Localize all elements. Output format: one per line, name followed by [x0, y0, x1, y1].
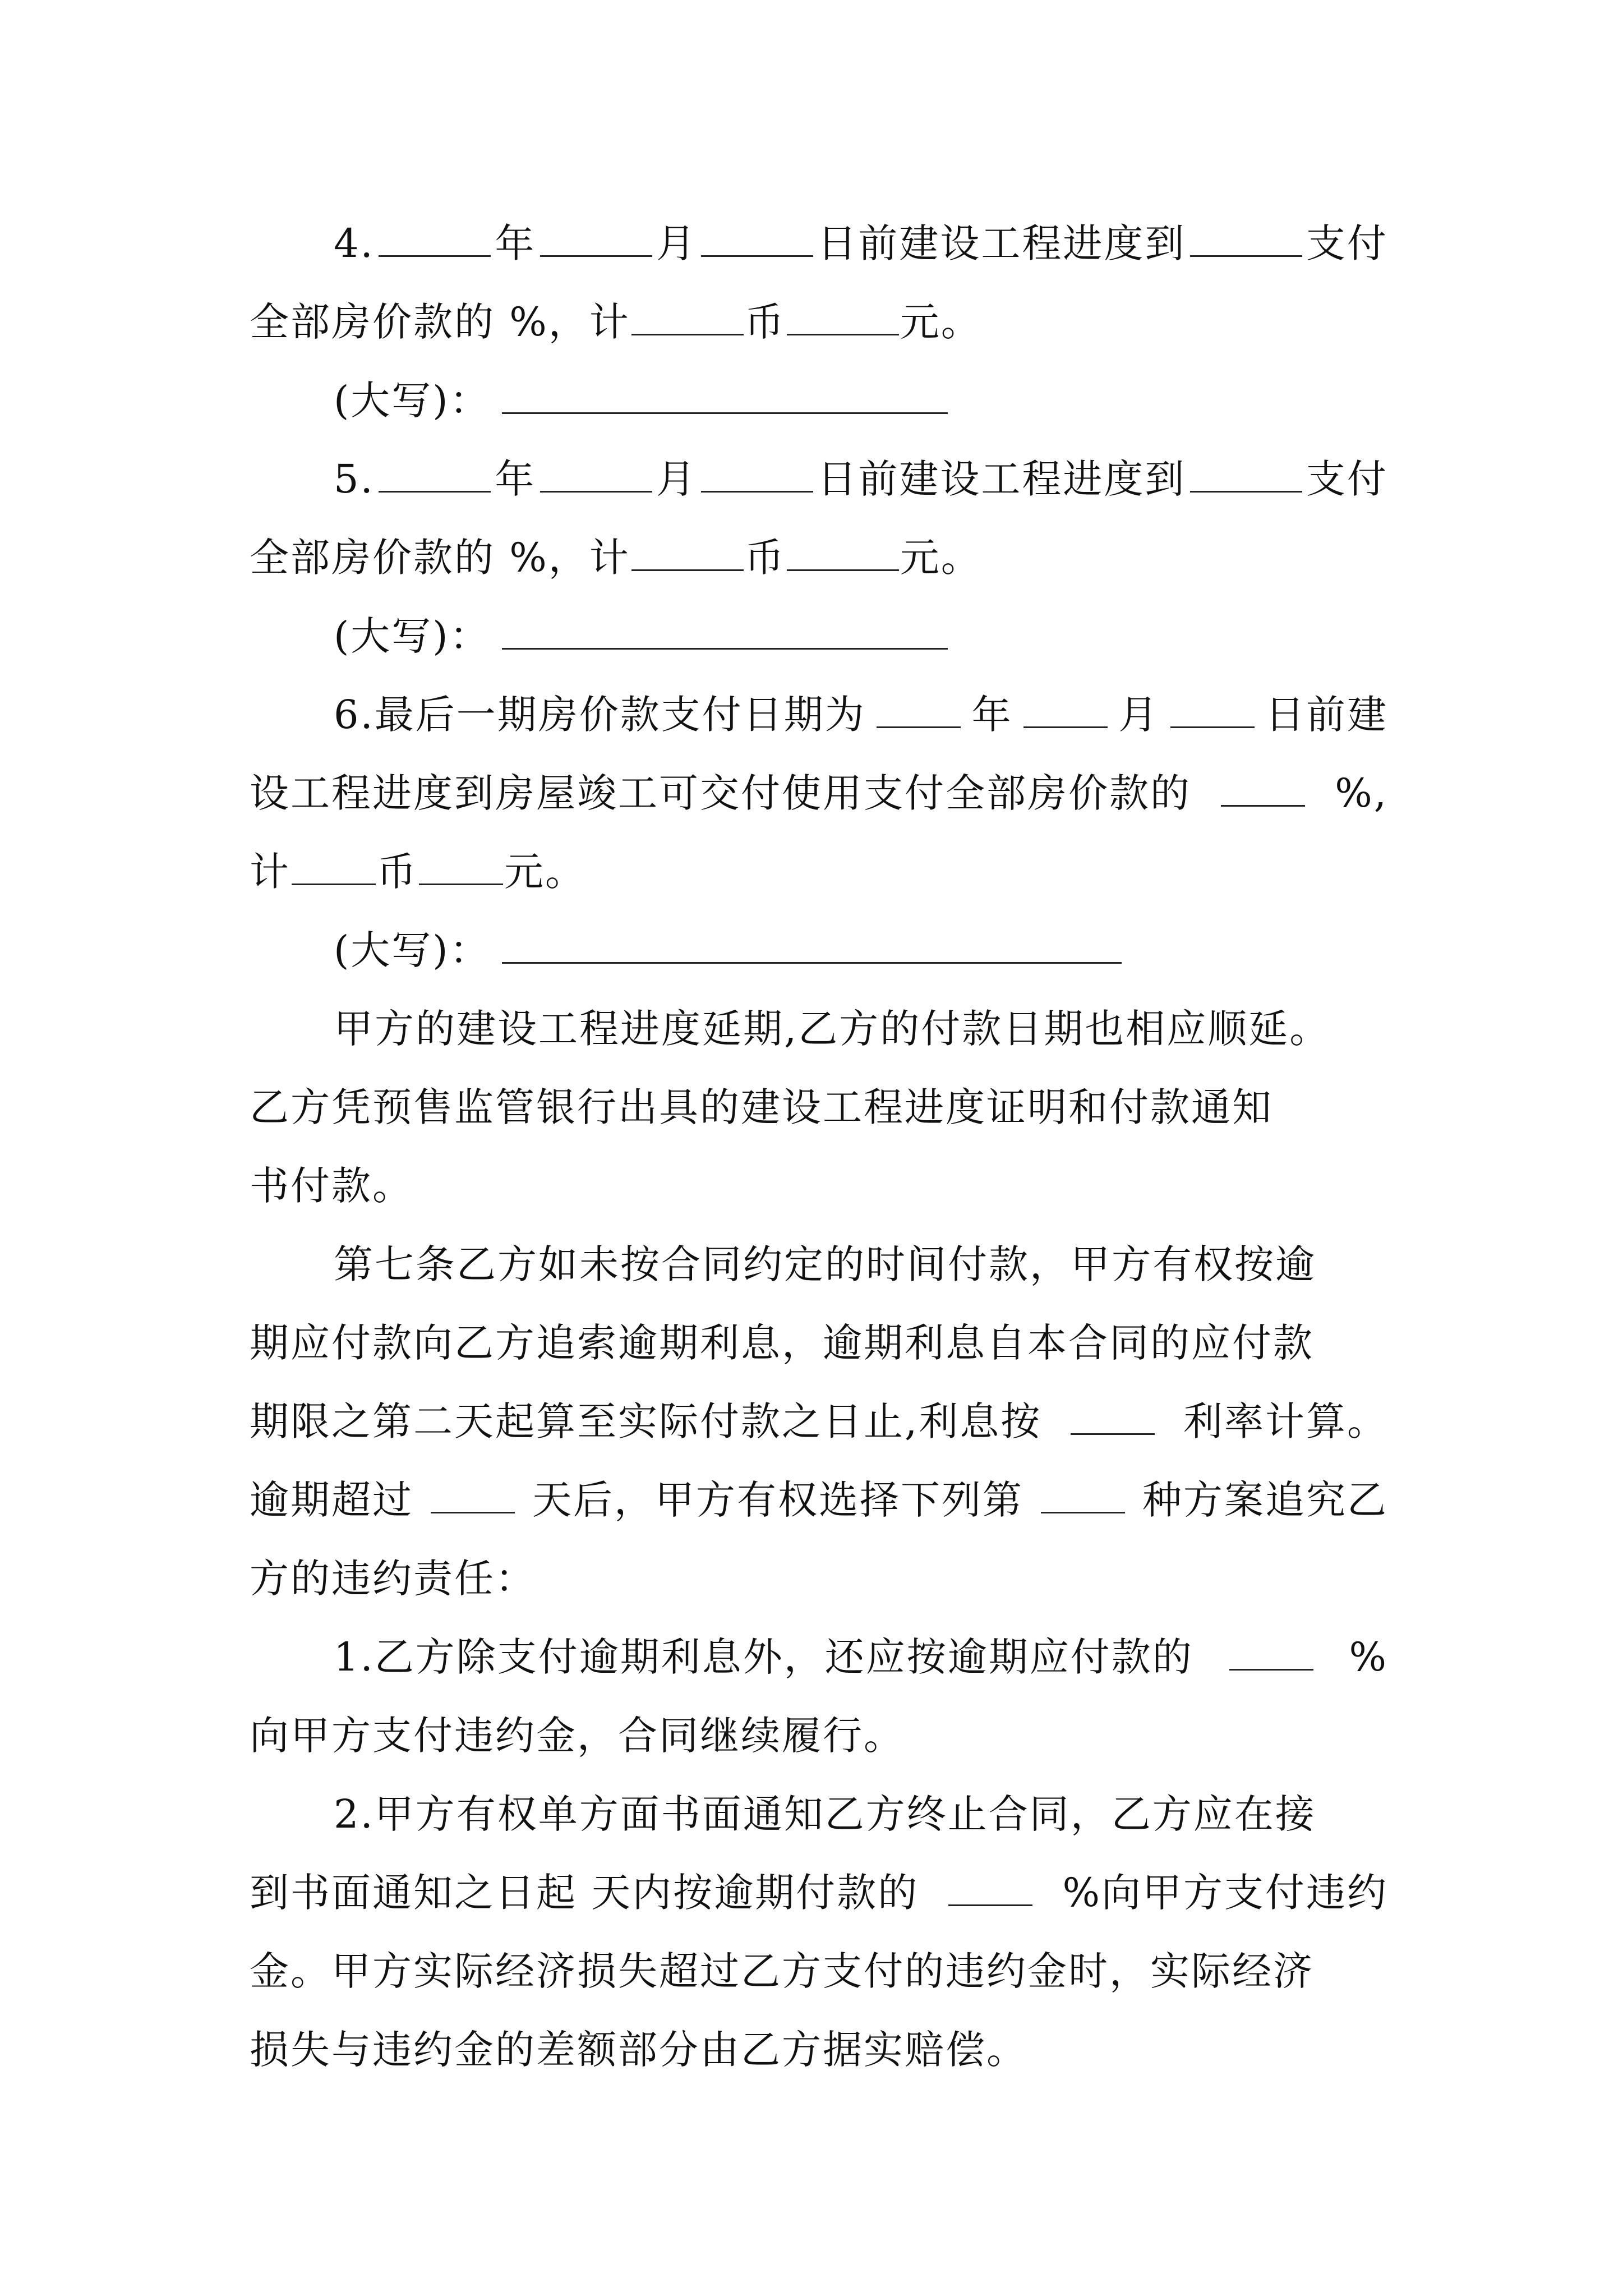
- delay-line3: 书付款。: [250, 1163, 413, 1209]
- overdue-text: 逾期超过: [250, 1477, 413, 1523]
- penalty-percent-blank[interactable]: [948, 1867, 1032, 1907]
- option2-line3: 金。甲方实际经济损失超过乙方支付的违约金时，实际经济: [250, 1948, 1314, 1994]
- article7-line5: 方的违约责任：: [250, 1556, 536, 1602]
- progress-text: 日前建设工程进度到: [817, 456, 1186, 502]
- option2-text: 到书面通知之日起 天内按逾期付款的: [250, 1870, 919, 1916]
- penalty-percent-blank[interactable]: [1229, 1632, 1313, 1671]
- delay-line2: 乙方凭预售监管银行出具的建设工程进度证明和付款通知: [250, 1084, 1273, 1130]
- amount-blank[interactable]: [419, 846, 503, 886]
- year-blank[interactable]: [877, 689, 961, 729]
- currency-label: 币: [744, 535, 786, 581]
- pay-text: 支付: [1306, 220, 1388, 266]
- month-blank[interactable]: [540, 454, 652, 493]
- year-label: 年: [971, 692, 1013, 738]
- option2-line2: [250, 1853, 1388, 1932]
- yuan-label: 元。: [900, 535, 982, 581]
- currency-label: 币: [744, 299, 786, 345]
- month-blank[interactable]: [540, 218, 652, 257]
- progress-text: 日前建设工程进度到: [817, 220, 1186, 266]
- interest-rate-blank[interactable]: [1071, 1396, 1155, 1435]
- currency-blank[interactable]: [631, 532, 744, 572]
- article7-line1: 第七条乙方如未按合同约定的时间付款，甲方有权按逾: [334, 1241, 1316, 1287]
- contract-page: [250, 204, 1388, 2089]
- percent-text: 全部房价款的 %，计: [250, 299, 630, 345]
- option-blank[interactable]: [1041, 1475, 1125, 1514]
- pay-text: 支付: [1306, 456, 1388, 502]
- year-label: 年: [495, 220, 536, 266]
- year-blank[interactable]: [379, 218, 491, 257]
- day-blank[interactable]: [701, 454, 813, 493]
- daxie-label: (大写)：: [334, 613, 491, 659]
- month-label: 月: [656, 220, 697, 266]
- item4-line1: [250, 204, 1388, 283]
- daxie-label: (大写)：: [334, 378, 491, 424]
- interest-text: 期限之第二天起算至实际付款之日止,利息按: [250, 1398, 1042, 1444]
- progress-blank[interactable]: [1190, 454, 1302, 493]
- final-payment-text-end: 日前建: [1265, 692, 1388, 738]
- interest-text-end: 利率计算。: [1183, 1398, 1388, 1444]
- option2-line1: 2.甲方有权单方面书面通知乙方终止合同，乙方应在接: [334, 1791, 1316, 1837]
- month-label: 月: [656, 456, 697, 502]
- ji-label: 计: [250, 849, 291, 895]
- currency-blank[interactable]: [292, 846, 376, 886]
- item4-daxie-line: [250, 361, 1388, 440]
- item5-line1: [250, 440, 1388, 518]
- amount-blank[interactable]: [787, 297, 899, 336]
- item4-number: 4.: [334, 220, 375, 266]
- percent-text: 全部房价款的 %，计: [250, 535, 630, 581]
- year-blank[interactable]: [379, 454, 491, 493]
- option2-text-end: %向甲方支付违约: [1062, 1870, 1388, 1916]
- article7-line3: [250, 1382, 1388, 1461]
- month-label: 月: [1118, 692, 1160, 738]
- option2-line4: 损失与违约金的差额部分由乙方据实赔偿。: [250, 2027, 1027, 2073]
- item6-line3: [250, 832, 1388, 911]
- item6-daxie-line: [250, 911, 1388, 990]
- completion-text: 设工程进度到房屋竣工可交付使用支付全部房价款的: [250, 770, 1191, 816]
- item5-daxie-line: [250, 597, 1388, 675]
- item5-number: 5.: [334, 456, 375, 502]
- day-blank[interactable]: [701, 218, 813, 257]
- yuan-label: 元。: [504, 849, 586, 895]
- progress-blank[interactable]: [1190, 218, 1302, 257]
- item6-line2: [250, 754, 1388, 832]
- item6-line1: [250, 675, 1388, 754]
- daxie-label: (大写)：: [334, 927, 491, 973]
- item4-line2: [250, 283, 1388, 361]
- percent-label: %,: [1335, 770, 1388, 816]
- currency-blank[interactable]: [631, 297, 744, 336]
- option-text-end: 种方案追究乙: [1142, 1477, 1388, 1523]
- article7-line2: 期应付款向乙方追索逾期利息，逾期利息自本合同的应付款: [250, 1320, 1314, 1366]
- days-blank[interactable]: [431, 1475, 515, 1514]
- item5-line2: [250, 518, 1388, 597]
- daxie-blank[interactable]: [502, 925, 1122, 964]
- yuan-label: 元。: [900, 299, 982, 345]
- final-payment-text: 6.最后一期房价款支付日期为: [334, 692, 866, 738]
- daxie-blank[interactable]: [502, 375, 948, 415]
- article7-line4: [250, 1461, 1388, 1539]
- currency-label: 币: [377, 849, 418, 895]
- percent-label: %: [1349, 1634, 1388, 1680]
- percent-blank[interactable]: [1221, 768, 1305, 807]
- daxie-blank[interactable]: [502, 611, 948, 650]
- option1-line1: [250, 1618, 1388, 1696]
- month-blank[interactable]: [1023, 689, 1108, 729]
- delay-line1: 甲方的建设工程进度延期,乙方的付款日期也相应顺延。: [334, 1006, 1331, 1052]
- option-text: 天后，甲方有权选择下列第: [532, 1477, 1023, 1523]
- day-blank[interactable]: [1170, 689, 1255, 729]
- amount-blank[interactable]: [787, 532, 899, 572]
- year-label: 年: [495, 456, 536, 502]
- option1-text: 1.乙方除支付逾期利息外，还应按逾期应付款的: [334, 1634, 1193, 1680]
- option1-line2: 向甲方支付违约金，合同继续履行。: [250, 1713, 905, 1759]
